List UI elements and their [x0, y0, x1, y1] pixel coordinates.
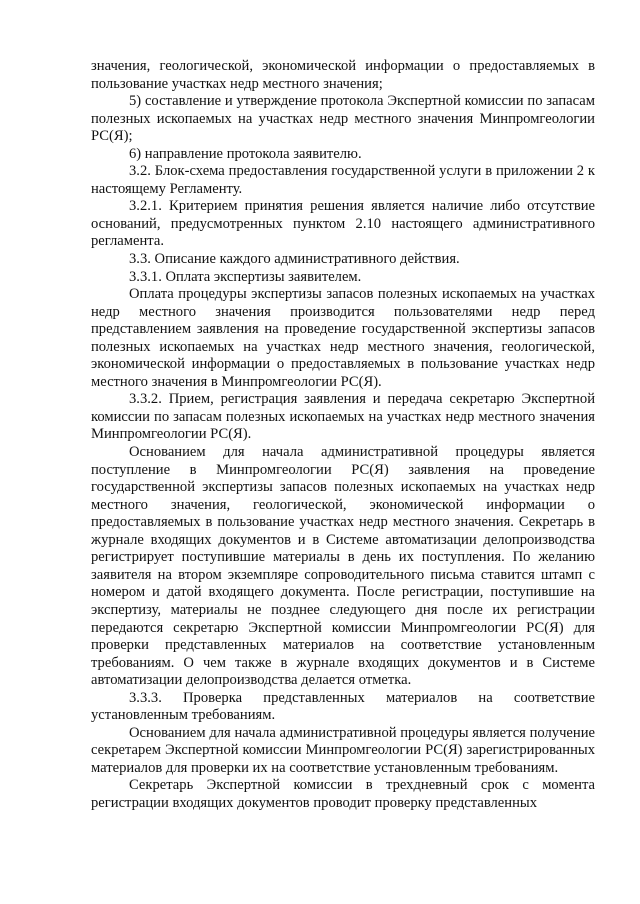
- paragraph-11: 3.3.3. Проверка представленных материалов на соответствие установленным требованиям.: [91, 689, 595, 724]
- paragraph-3: 6) направление протокола заявителю.: [129, 145, 362, 162]
- document-page: [91, 58, 595, 813]
- paragraph-8: Оплата процедуры экспертизы запасов полезных ископаемых на участках недр местного значения производится пользователями недр перед представлением заявления на проведение государственной экспертизы запасов полезных ископаемых на участках недр местного значения, геологической, экономической информации о предоставляемых в пользование участках недр местного значения в Минпромгеологии РС(Я).: [91, 286, 595, 390]
- paragraph-9: 3.3.2. Прием, регистрация заявления и передача секретарю Экспертной комиссии по запасам полезных ископаемых на участках недр местного значения Минпромгеологии РС(Я).: [91, 391, 595, 443]
- paragraph-10: Основанием для начала административной процедуры является поступление в Минпромгеологии РС(Я) заявления на проведение государственной экспертизы запасов полезных ископаемых на участках недр местного значения, геологической, экономической информации о предоставляемых в пользование участках недр местного значения. Секретарь в журнале входящих документов и в Системе автоматизации делопроизводства регистрирует поступившие материалы в день их поступления. По желанию заявителя на втором экземпляре сопроводительного письма ставится штамп с номером и датой входящего документа. После регистрации, поступившие на экспертизу, материалы не позднее следующего дня после их регистрации передаются секретарю Экспертной комиссии Минпромгеологии РС(Я) для проверки представленных материалов на соответствие установленным требованиям. О чем также в журнале входящих документов и в Системе автоматизации делопроизводства делается отметка.: [91, 444, 595, 689]
- paragraph-7: 3.3.1. Оплата экспертизы заявителем.: [129, 268, 362, 285]
- paragraph-6: 3.3. Описание каждого административного действия.: [129, 251, 460, 268]
- paragraph-13: Секретарь Экспертной комиссии в трехдневный срок с момента регистрации входящих документов проводит проверку представленных: [91, 777, 595, 811]
- paragraph-12: Основанием для начала административной процедуры является получение секретарем Экспертной комиссии Минпромгеологии РС(Я) зарегистрированных материалов для проверки их на соответствие установленным требованиям.: [91, 724, 595, 776]
- paragraph-2: 5) составление и утверждение протокола Экспертной комиссии по запасам полезных ископаемых на участках недр местного значения Минпромгеологии РС(Я);: [91, 93, 595, 145]
- paragraph-4: 3.2. Блок-схема предоставления государственной услуги в приложении 2 к настоящему Регламенту.: [91, 163, 595, 197]
- paragraph-1: значения, геологической, экономической информации о предоставляемых в пользование участках недр местного значения;: [91, 58, 595, 92]
- paragraph-5: 3.2.1. Критерием принятия решения является наличие либо отсутствие оснований, предусмотренных пунктом 2.10 настоящего административного регламента.: [91, 198, 595, 250]
